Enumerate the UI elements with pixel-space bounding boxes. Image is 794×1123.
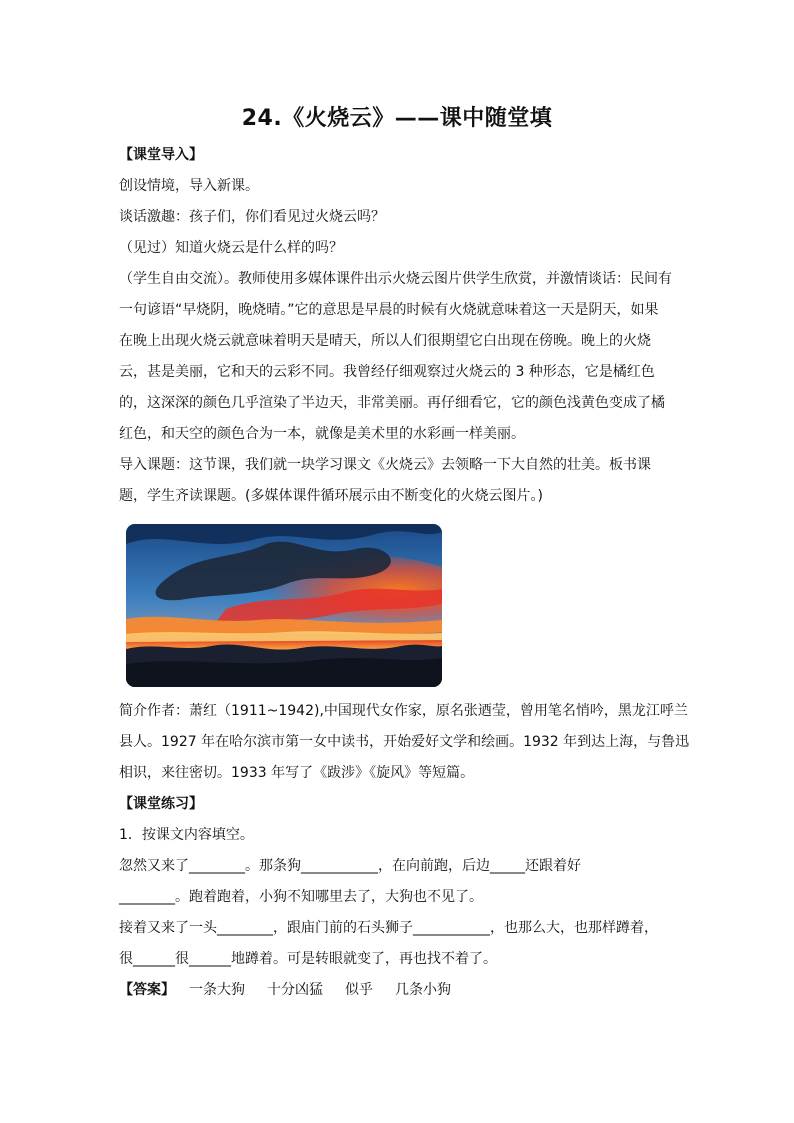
intro-line: 题，学生齐读课题。(多媒体课件循环展示由不断变化的火烧云图片。) xyxy=(119,488,543,504)
section-heading-intro: 【课堂导入】 xyxy=(119,147,203,163)
fill-blank-line: 很______很______地蹲着。可是转眼就变了，再也找不着了。 xyxy=(119,951,497,967)
answer-label: 【答案】 xyxy=(119,982,175,998)
section-heading-practice: 【课堂练习】 xyxy=(119,796,203,812)
intro-line: 谈话激趣：孩子们，你们看见过火烧云吗？ xyxy=(119,209,385,225)
sunset-cloud-photo xyxy=(126,524,442,687)
intro-line: 云，甚是美丽，它和天的云彩不同。我曾经仔细观察过火烧云的 3 种形态，它是橘红色 xyxy=(119,364,655,380)
intro-line: 红色，和天空的颜色合为一本，就像是美术里的水彩画一样美丽。 xyxy=(119,426,525,442)
intro-line: （学生自由交流）。教师使用多媒体课件出示火烧云图片供学生欣赏，并激情谈话：民间有 xyxy=(119,271,672,287)
answer-item: 几条小狗 xyxy=(395,982,451,998)
answer-item: 十分凶猛 xyxy=(267,982,323,998)
practice-question: 1．按课文内容填空。 xyxy=(119,827,254,843)
author-line: 县人。1927 年在哈尔滨市第一女中读书，开始爱好文学和绘画。1932 年到达上海，与鲁迅 xyxy=(119,734,690,750)
fill-blank-line: 接着又来了一头________，跟庙门前的石头狮子___________，也那么大，也那样蹲着， xyxy=(119,920,658,936)
author-line: 相识，来往密切。1933 年写了《跋涉》《旋风》等短篇。 xyxy=(119,765,475,781)
answer-item: 一条大狗 xyxy=(189,982,245,998)
fill-blank-line: 忽然又来了________。那条狗___________，在向前跑，后边_____还跟着好 xyxy=(119,858,581,874)
answer-item: 似乎 xyxy=(345,982,373,998)
intro-line: 的，这深深的颜色几乎渲染了半边天，非常美丽。再仔细看它，它的颜色浅黄色变成了橘 xyxy=(119,395,665,411)
intro-line: 导入课题：这节课，我们就一块学习课文《火烧云》去领略一下大自然的壮美。板书课 xyxy=(119,457,651,473)
intro-line: （见过）知道火烧云是什么样的吗？ xyxy=(119,240,343,256)
author-line: 简介作者：萧红（1911~1942),中国现代女作家，原名张迺莹，曾用笔名悄吟，黑龙江呼兰 xyxy=(119,703,688,719)
intro-line: 创设情境，导入新课。 xyxy=(119,178,259,194)
intro-line: 一句谚语“早烧阴，晚烧晴。”它的意思是早晨的时候有火烧就意味着这一天是阴天，如果 xyxy=(119,302,659,318)
document-body xyxy=(119,140,690,1006)
page-title: 24.《火烧云》——课中随堂填 xyxy=(241,106,553,131)
intro-line: 在晚上出现火烧云就意味着明天是晴天，所以人们很期望它白出现在傍晚。晚上的火烧 xyxy=(119,333,651,349)
answer-line xyxy=(119,975,679,1006)
fill-blank-line: ________。跑着跑着，小狗不知哪里去了，大狗也不见了。 xyxy=(119,889,483,905)
